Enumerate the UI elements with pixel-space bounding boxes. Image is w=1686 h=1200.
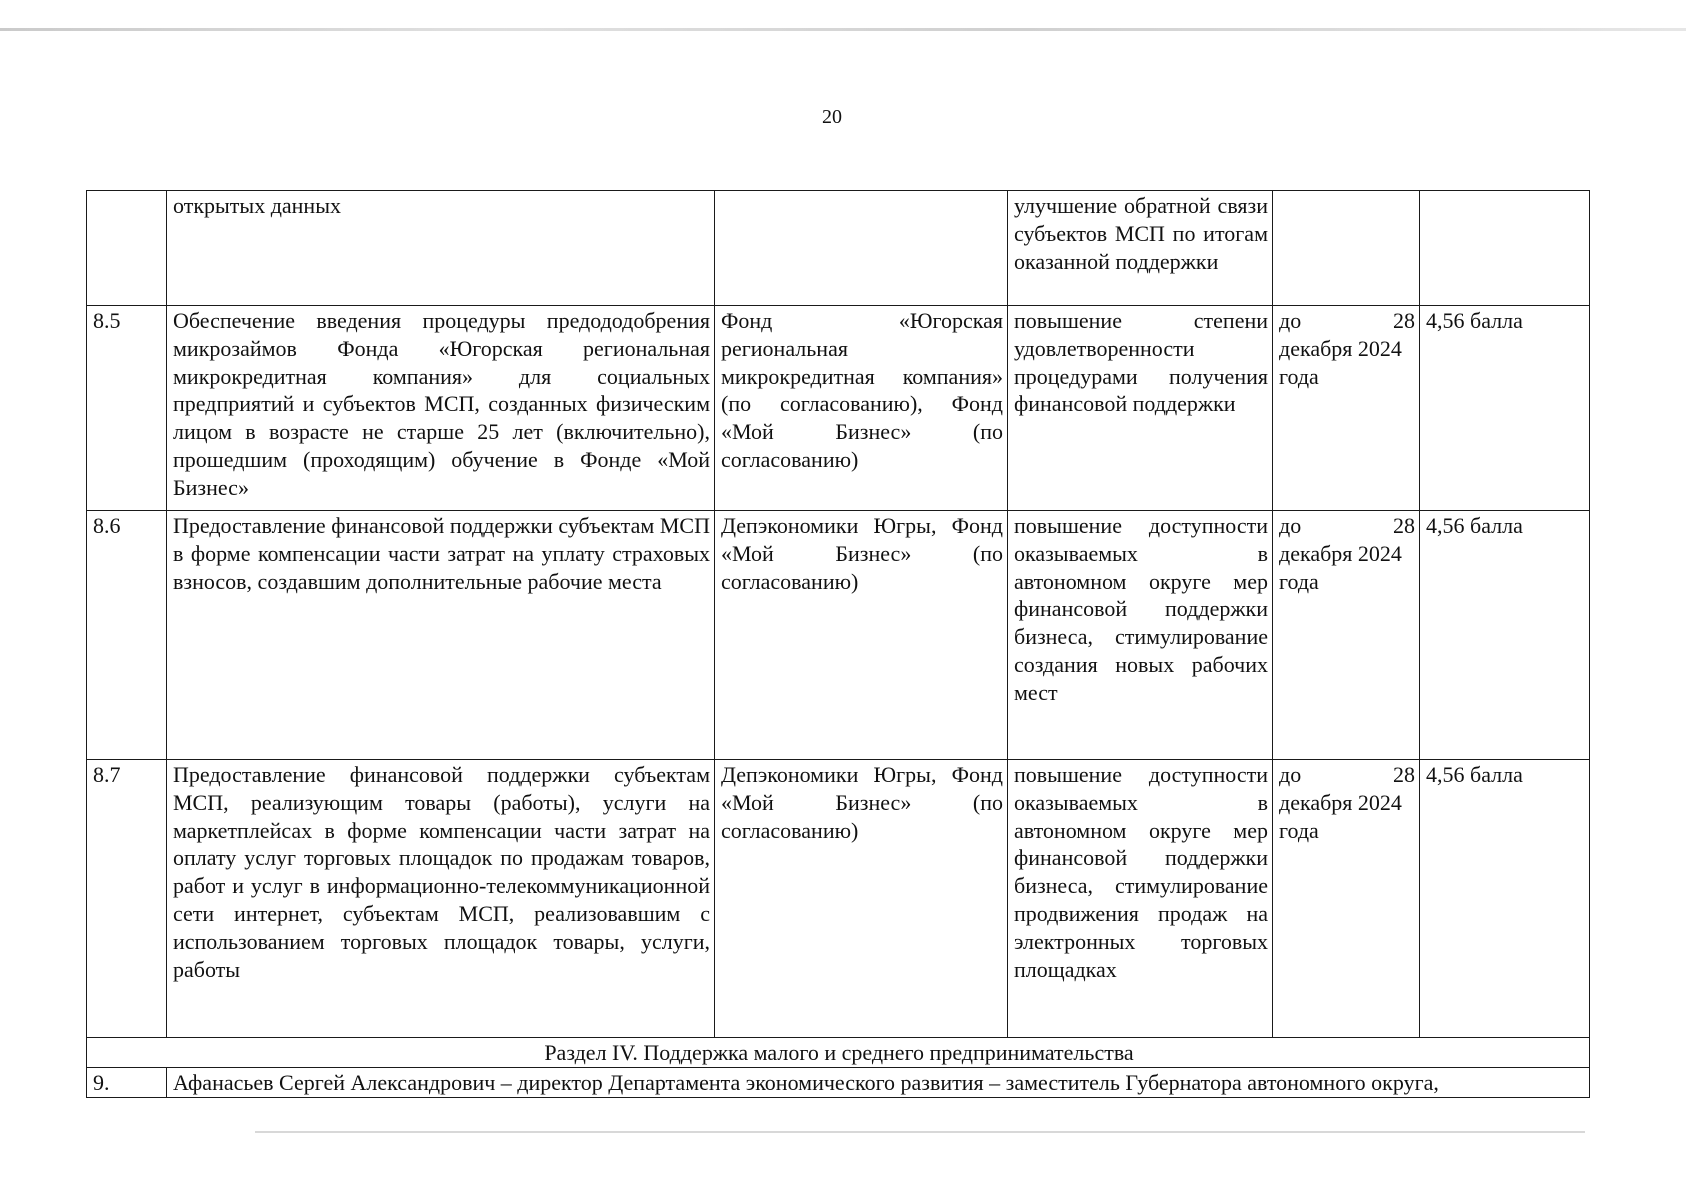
deadline-cell bbox=[1273, 511, 1420, 760]
indicator-cell: 4,56 балла bbox=[1420, 306, 1590, 511]
executor-cell: Фонд «Югорская региональная микрокредитная компания» (по согласованию), Фонд «Мой Бизнес» (по согласованию) bbox=[715, 306, 1008, 511]
event-cell: Предоставление финансовой поддержки субъектам МСП в форме компенсации части затрат на уплату страховых взносов, создавшим дополнительные рабочие места bbox=[167, 511, 715, 760]
section-header-row bbox=[87, 1038, 1590, 1068]
deadline-prefix: до bbox=[1279, 513, 1302, 538]
indicator-cell bbox=[1420, 191, 1590, 306]
row-number: 8.5 bbox=[87, 306, 167, 511]
scan-artifact-bottom bbox=[255, 1131, 1585, 1133]
event-cell: открытых данных bbox=[167, 191, 715, 306]
deadline-rest: декабря 2024 года bbox=[1279, 540, 1402, 594]
table-row bbox=[87, 191, 1590, 306]
deadline-rest: декабря 2024 года bbox=[1279, 789, 1402, 843]
scan-artifact-top bbox=[0, 28, 1686, 31]
result-cell: повышение доступности оказываемых в автономном округе мер финансовой поддержки бизнеса, стимулирование создания новых рабочих мест bbox=[1008, 511, 1273, 760]
result-cell: повышение степени удовлетворенности процедурами получения финансовой поддержки bbox=[1008, 306, 1273, 511]
deadline-prefix: до bbox=[1279, 308, 1302, 333]
deadline-day: 28 bbox=[1393, 762, 1415, 787]
row-number: 8.6 bbox=[87, 511, 167, 760]
deadline-cell bbox=[1273, 191, 1420, 306]
row-number: 9. bbox=[87, 1067, 167, 1097]
deadline-prefix: до bbox=[1279, 762, 1302, 787]
deadline-day: 28 bbox=[1393, 308, 1415, 333]
result-cell: повышение доступности оказываемых в автономном округе мер финансовой поддержки бизнеса, стимулирование продвижения продаж на электронных торговых площадках bbox=[1008, 760, 1273, 1038]
executor-cell: Депэкономики Югры, Фонд «Мой Бизнес» (по согласованию) bbox=[715, 511, 1008, 760]
indicator-cell: 4,56 балла bbox=[1420, 760, 1590, 1038]
deadline-cell bbox=[1273, 760, 1420, 1038]
deadline-day: 28 bbox=[1393, 513, 1415, 538]
event-cell: Предоставление финансовой поддержки субъектам МСП, реализующим товары (работы), услуги на маркетплейсах в форме компенсации части затрат на оплату услуг торговых площадок по продажам товаров, работ и услуг в информационно-телекоммуникационной сети интернет, субъектам МСП, реализовавшим с использованием торговых площадок товары, услуги, работы bbox=[167, 760, 715, 1038]
executor-cell: Депэкономики Югры, Фонд «Мой Бизнес» (по согласованию) bbox=[715, 760, 1008, 1038]
responsible-person-cell: Афанасьев Сергей Александрович – директор Департамента экономического развития – заместитель Губернатора автономного округа, bbox=[167, 1067, 1590, 1097]
row-number bbox=[87, 191, 167, 306]
row-number: 8.7 bbox=[87, 760, 167, 1038]
table-row bbox=[87, 511, 1590, 760]
page-number: 20 bbox=[822, 106, 842, 128]
section-title: Раздел IV. Поддержка малого и среднего предпринимательства bbox=[87, 1038, 1590, 1068]
event-cell: Обеспечение введения процедуры предододобрения микрозаймов Фонда «Югорская региональная микрокредитная компания» для социальных предприятий и субъектов МСП, созданных физическим лицом в возрасте не старше 25 лет (включительно), прошедшим (проходящим) обучение в Фонде «Мой Бизнес» bbox=[167, 306, 715, 511]
deadline-cell bbox=[1273, 306, 1420, 511]
table-row bbox=[87, 760, 1590, 1038]
deadline-rest: декабря 2024 года bbox=[1279, 335, 1402, 389]
table-row bbox=[87, 306, 1590, 511]
indicator-cell: 4,56 балла bbox=[1420, 511, 1590, 760]
executor-cell bbox=[715, 191, 1008, 306]
table-row bbox=[87, 1067, 1590, 1097]
action-plan-table bbox=[86, 190, 1590, 1098]
result-cell: улучшение обратной связи субъектов МСП по итогам оказанной поддержки bbox=[1008, 191, 1273, 306]
